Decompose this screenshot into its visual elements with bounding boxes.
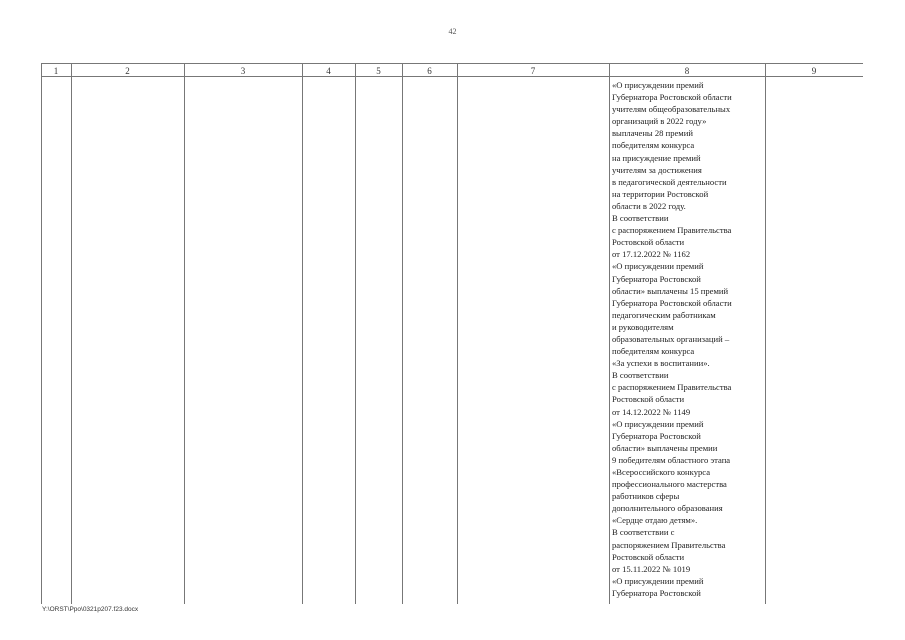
text-line: Губернатора Ростовской области bbox=[612, 297, 732, 308]
column-header-6: 6 bbox=[427, 66, 432, 76]
text-line: дополнительного образования bbox=[612, 503, 723, 514]
text-line: В соответствии bbox=[612, 213, 669, 224]
text-line: В соответствии bbox=[612, 370, 669, 381]
text-line: организаций в 2022 году» bbox=[612, 116, 707, 127]
column-header-3: 3 bbox=[240, 66, 246, 76]
text-line: 9 победителям областного этапа bbox=[612, 454, 731, 465]
text-line: «О присуждении премий bbox=[612, 418, 704, 429]
text-line: «За успехи в воспитании». bbox=[612, 358, 710, 369]
text-line: «О присуждении премий bbox=[612, 575, 704, 586]
text-line: с распоряжением Правительства bbox=[612, 382, 732, 393]
text-line: работников сферы bbox=[612, 491, 680, 502]
table-top-border bbox=[41, 63, 863, 64]
footer-file-path: Y:\ORST\Ppo\0321p207.f23.docx bbox=[42, 606, 139, 613]
text-line: от 14.12.2022 № 1149 bbox=[612, 406, 691, 417]
text-line: «О присуждении премий bbox=[612, 261, 704, 272]
column-header-1: 1 bbox=[53, 66, 59, 76]
text-line: области в 2022 году. bbox=[612, 200, 686, 211]
text-line: учителям общеобразовательных bbox=[612, 104, 731, 115]
col-divider-7 bbox=[609, 63, 610, 604]
text-line: выплачены 28 премий bbox=[612, 128, 693, 139]
text-line: В соответствии с bbox=[612, 527, 675, 538]
col-divider-2 bbox=[184, 63, 185, 604]
text-line: победителям конкурса bbox=[612, 346, 695, 357]
col-divider-1 bbox=[71, 63, 72, 604]
col-divider-4 bbox=[355, 63, 356, 604]
text-line: Ростовской области bbox=[612, 394, 685, 405]
column-header-9: 9 bbox=[811, 66, 817, 76]
text-line: с распоряжением Правительства bbox=[612, 225, 732, 236]
col-divider-5 bbox=[402, 63, 403, 604]
text-line: на присуждение премий bbox=[612, 152, 701, 163]
text-line: и руководителям bbox=[612, 321, 674, 332]
column-8-cell-text bbox=[612, 79, 764, 599]
text-line: от 15.11.2022 № 1019 bbox=[612, 563, 691, 574]
text-line: Ростовской области bbox=[612, 237, 685, 248]
text-line: Губернатора Ростовской bbox=[612, 430, 701, 441]
text-line: на территории Ростовской bbox=[612, 188, 709, 199]
column-header-5: 5 bbox=[376, 66, 381, 76]
text-line: Губернатора Ростовской области bbox=[612, 92, 732, 103]
text-line: Ростовской области bbox=[612, 551, 685, 562]
col-divider-3 bbox=[302, 63, 303, 604]
text-line: профессионального мастерства bbox=[612, 479, 727, 490]
column-header-2: 2 bbox=[125, 66, 130, 76]
text-line: педагогическим работникам bbox=[612, 309, 716, 320]
text-line: «О присуждении премий bbox=[612, 80, 704, 90]
text-line: образовательных организаций – bbox=[612, 333, 730, 344]
text-line: победителям конкурса bbox=[612, 140, 695, 151]
text-line: области» выплачены премии bbox=[612, 442, 718, 453]
page-number: 42 bbox=[448, 27, 457, 36]
text-line: от 17.12.2022 № 1162 bbox=[612, 249, 691, 260]
text-line: Губернатора Ростовской bbox=[612, 587, 701, 598]
col-divider-8 bbox=[765, 63, 766, 604]
text-line: «Всероссийского конкурса bbox=[612, 467, 711, 477]
text-line: в педагогической деятельности bbox=[612, 176, 727, 187]
column-header-7: 7 bbox=[530, 66, 536, 76]
col-divider-6 bbox=[457, 63, 458, 604]
text-line: «Сердце отдаю детям». bbox=[612, 515, 698, 526]
text-line: области» выплачены 15 премий bbox=[612, 285, 729, 296]
column-header-4: 4 bbox=[326, 66, 331, 76]
text-line: учителям за достижения bbox=[612, 164, 702, 175]
text-line: распоряжением Правительства bbox=[612, 539, 726, 550]
column-header-8: 8 bbox=[684, 66, 690, 76]
col-divider-0 bbox=[41, 63, 42, 604]
text-line: Губернатора Ростовской bbox=[612, 273, 701, 284]
data-table bbox=[41, 63, 863, 604]
